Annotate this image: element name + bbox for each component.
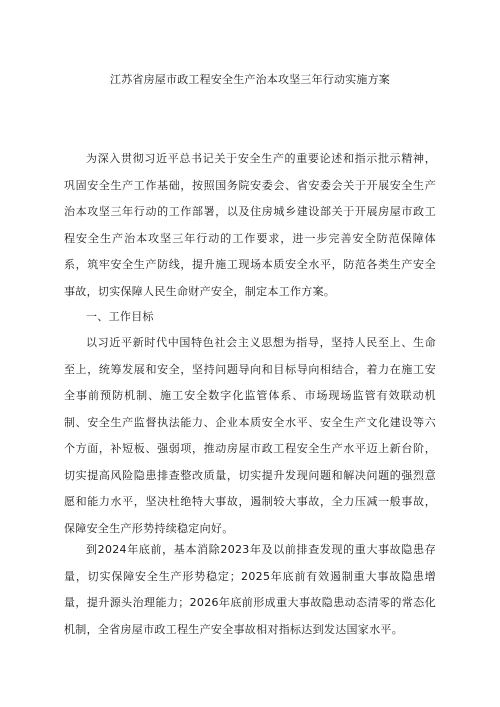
document-title: 江苏省房屋市政工程安全生产治本攻坚三年行动实施方案 [110, 73, 390, 86]
section-heading-goals: 一、工作目标 [86, 310, 154, 323]
goals-paragraph: 以习近平新时代中国特色社会主义思想为指导，坚持人民至上、生命至上，统筹发展和安全，坚持问题导向和目标导向相结合，着力在施工安全事前预防机制、施工安全数字化监管体系、市场现场监管有效联动机制、安全生产监督执法能力、企业本质安全水平、安全生产文化建设等六个方面，补短板、强弱项，推动房屋市政工程安全生产水平迈上新台阶，切实提高风险隐患排查整改质量，切实提升发现问题和解决问题的强烈意愿和能力水平，坚决杜绝特大事故，遏制较大事故，全力压减一般事故，保障安全生产形势持续稳定向好。 [64, 336, 436, 535]
timeline-paragraph: 到2024年底前，基本消除2023年及以前排查发现的重大事故隐患存量，切实保障安全生产形势稳定；2025年底前有效遏制重大事故隐患增量，提升源头治理能力；2026年底前形成重大事故隐患动态清零的常态化机制，全省房屋市政工程生产安全事故相对指标达到发达国家水平。 [64, 543, 436, 636]
intro-paragraph: 为深入贯彻习近平总书记关于安全生产的重要论述和指示批示精神，巩固安全生产工作基础，按照国务院安委会、省安委会关于开展安全生产治本攻坚三年行动的工作部署，以及住房城乡建设部关于开展房屋市政工程安全生产治本攻坚三年行动的工作要求，进一步完善安全防范保障体系，筑牢安全生产防线，提升施工现场本质安全水平，防范各类生产安全事故，切实保障人民生命财产安全，制定本工作方案。 [64, 152, 436, 298]
